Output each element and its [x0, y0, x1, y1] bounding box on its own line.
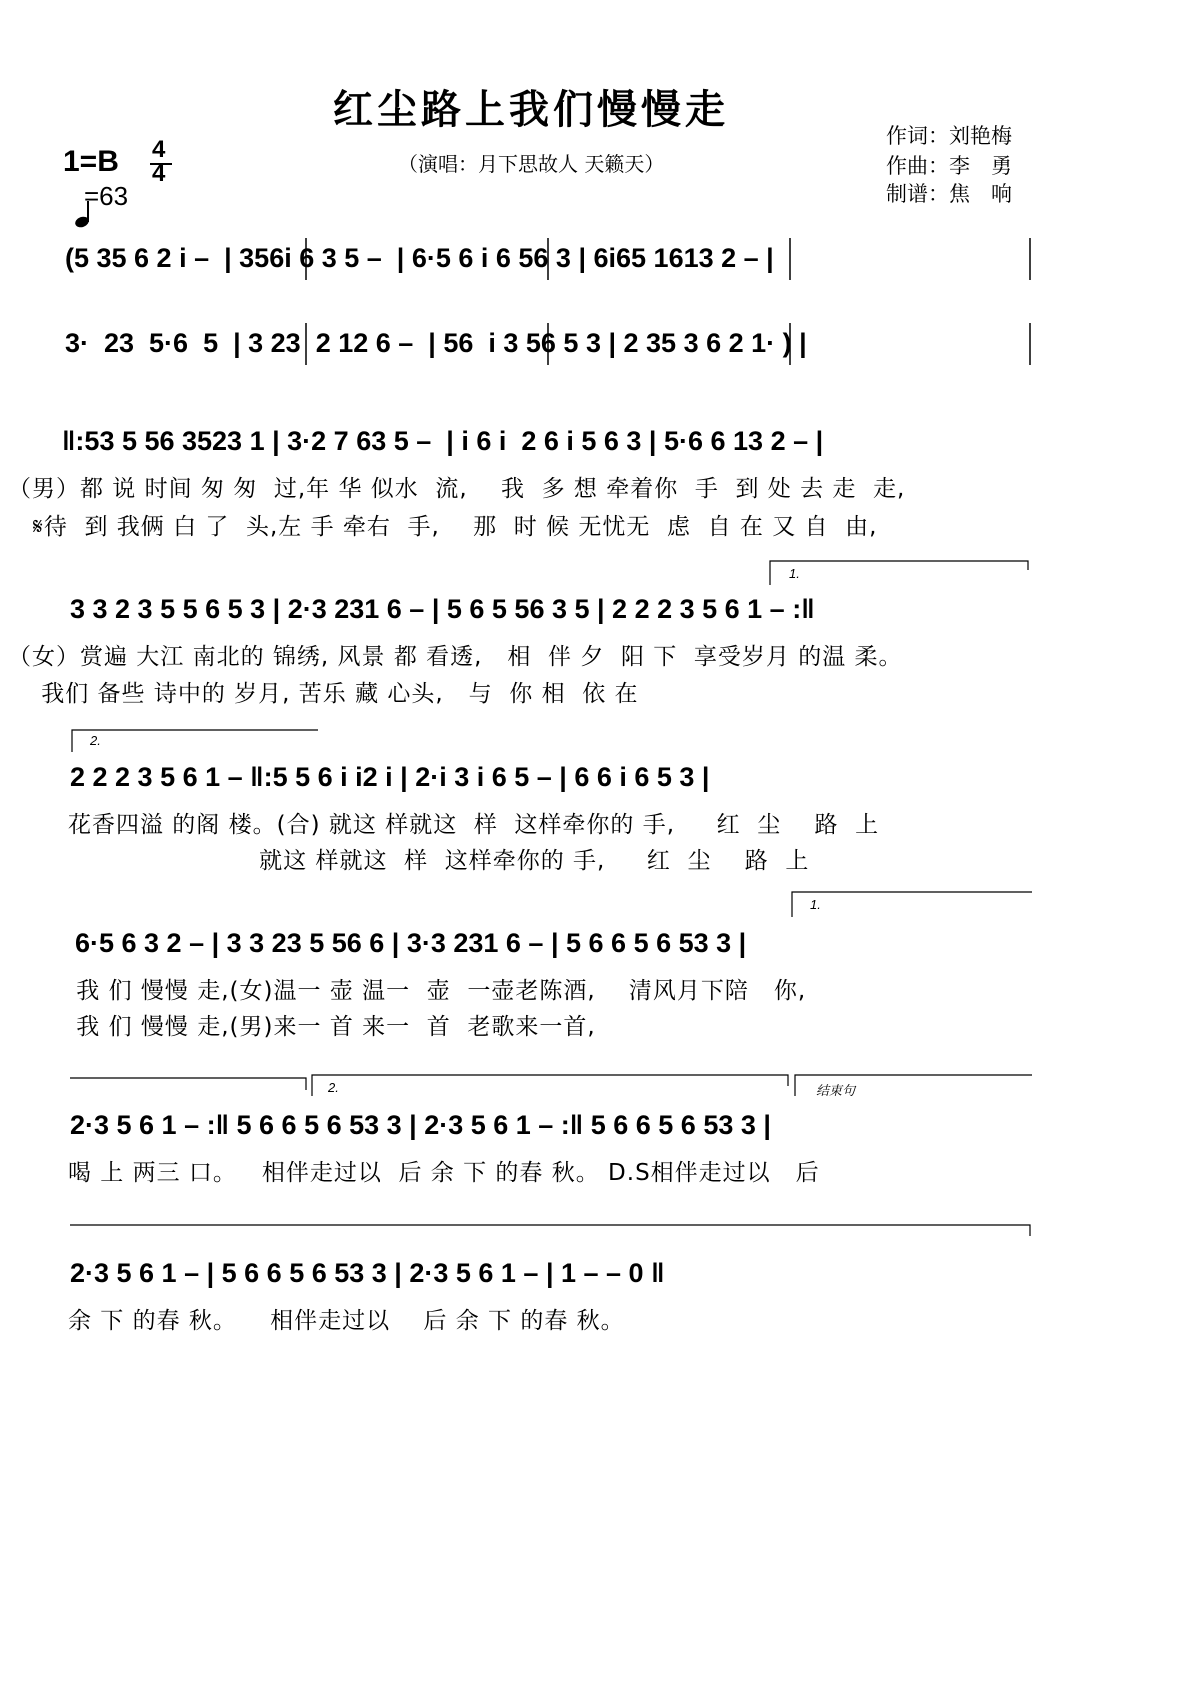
time-signature-bottom: 4	[152, 160, 166, 187]
score-row-6-lyric-2: 我 们 慢慢 走,(男)来一 首 来一 首 老歌来一首,	[68, 1014, 596, 1040]
arranger-credit: 制谱：焦 响	[886, 182, 1012, 206]
score-row-3-lyric-2: 𝄋待 到 我俩 白 了 头,左 手 牵右 手, 那 时 候 无忧无 虑 自 在 又 自 由,	[8, 514, 878, 540]
score-row-3-notes: ‖:53 5 56 3523 1 | 3·2 7 63 5 – | i 6 i 2 6 i 5 6 3 | 5·6 6 13 2 – |	[62, 426, 824, 456]
lyricist-credit: 作词：刘艳梅	[886, 124, 1012, 148]
score-row-2-notes: 3· 23 5·6 5 | 3 23 2 12 6 – | 56 i 3 56 5 3 | 2 35 3 6 2 1· ) |	[65, 328, 807, 358]
score-row-7-lyric-1: 喝 上 两三 口。 相伴走过以 后 余 下 的春 秋。 D.S相伴走过以 后	[68, 1160, 820, 1186]
time-signature-top: 4	[152, 136, 166, 163]
score-row-5-lyric-1: 花香四溢 的阁 楼。(合) 就这 样就这 样 这样牵你的 手, 红 尘 路 上	[68, 812, 880, 838]
page-title: 红尘路上我们慢慢走	[333, 86, 729, 133]
score-row-8-lyric-1: 余 下 的春 秋。 相伴走过以 后 余 下 的春 秋。	[68, 1308, 625, 1334]
score-row-3-lyric-1: （男）都 说 时间 匆 匆 过,年 华 似水 流, 我 多 想 牵着你 手 到 处 去 走 走,	[8, 476, 906, 502]
score-row-7-notes: 2·3 5 6 1 – :‖ 5 6 6 5 6 53 3 | 2·3 5 6 1 – :‖ 5 6 6 5 6 53 3 |	[70, 1110, 771, 1140]
score-row-4-lyric-1: （女）赏遍 大江 南北的 锦绣, 风景 都 看透, 相 伴 夕 阳 下 享受岁月 的温 柔。	[8, 644, 903, 670]
score-row-6-notes: 6·5 6 3 2 – | 3 3 23 5 56 6 | 3·3 231 6 – | 5 6 6 5 6 53 3 |	[75, 928, 747, 958]
composer-credit: 作曲：李 勇	[886, 154, 1012, 178]
coda-label: 结束句	[816, 1083, 856, 1098]
first-ending-label-row6: 1.	[810, 897, 821, 912]
score-row-4-lyric-2: 我们 备些 诗中的 岁月, 苦乐 藏 心头, 与 你 相 依 在	[8, 681, 639, 707]
score-row-5-lyric-2: 就这 样就这 样 这样牵你的 手, 红 尘 路 上	[68, 848, 810, 874]
second-ending-label-row7: 2.	[328, 1080, 339, 1095]
performer-credit: （演唱：月下思故人 天籁天）	[398, 152, 665, 176]
second-ending-label-row5: 2.	[90, 733, 101, 748]
score-row-6-lyric-1: 我 们 慢慢 走,(女)温一 壶 温一 壶 一壶老陈酒, 清风月下陪 你,	[68, 978, 807, 1004]
score-row-5-notes: 2 2 2 3 5 6 1 – ‖:5 5 6 i i2 i | 2·i 3 i 6 5 – | 6 6 i 6 5 3 |	[70, 762, 710, 792]
first-ending-label-row4: 1.	[789, 566, 800, 581]
score-row-8-notes: 2·3 5 6 1 – | 5 6 6 5 6 53 3 | 2·3 5 6 1 – | 1 – – 0 ‖	[70, 1258, 665, 1288]
key-signature: 1=B	[63, 145, 119, 178]
tempo-marking: =63	[84, 181, 129, 211]
score-row-4-notes: 3 3 2 3 5 5 6 5 3 | 2·3 231 6 – | 5 6 5 56 3 5 | 2 2 2 3 5 6 1 – :‖	[70, 594, 815, 624]
score-row-1-notes: (5 35 6 2 i – | 356i 6 3 5 – | 6·5 6 i 6 56 3 | 6i65 1613 2 – |	[65, 243, 774, 273]
